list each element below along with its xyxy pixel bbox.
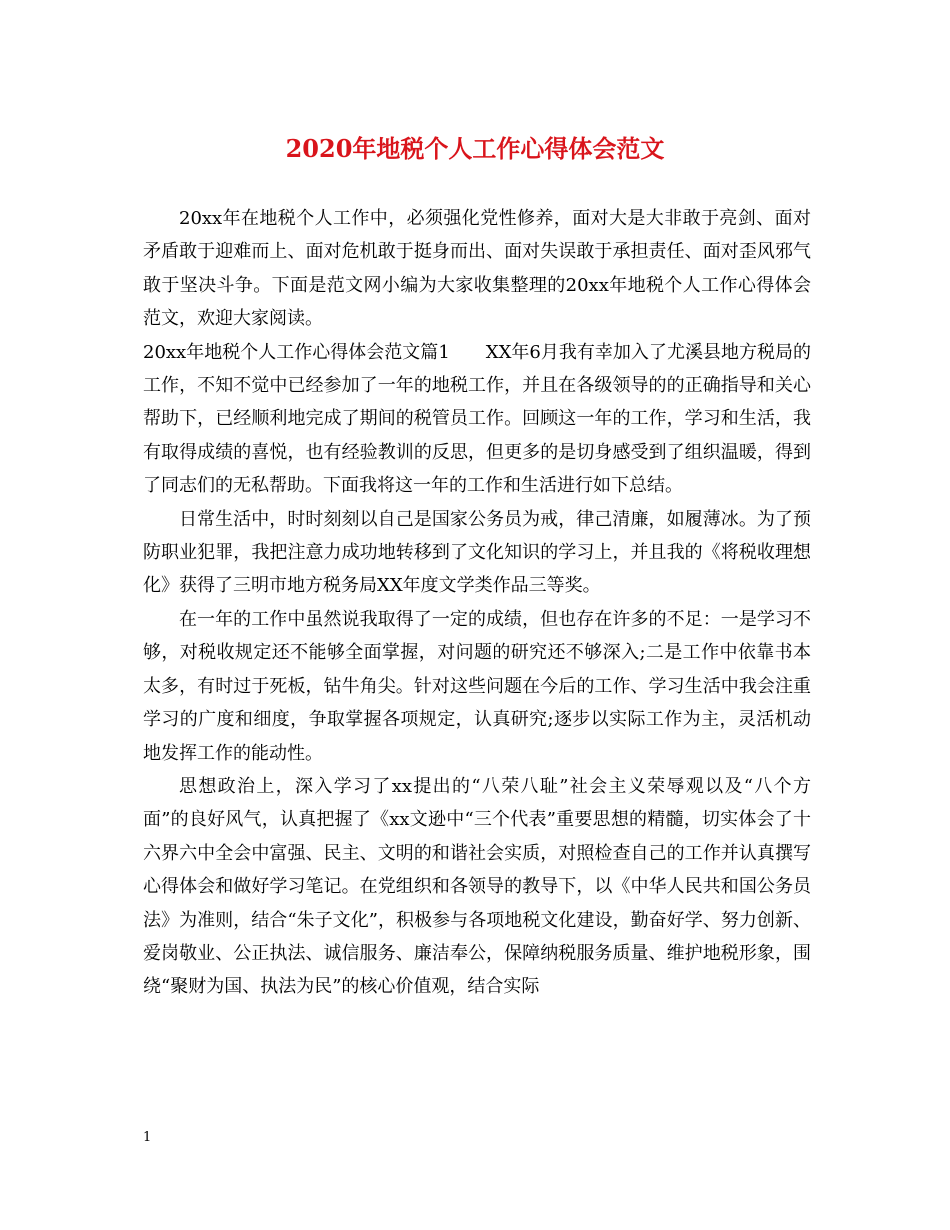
page-number: 1 (143, 1130, 152, 1145)
paragraph-article-1: 20xx年地税个人工作心得体会范文篇1 XX年6月我有幸加入了尤溪县地方税局的工作，不知不觉中已经参加了一年的地税工作，并且在各级领导的的正确指导和关心帮助下，已经顺利地完成了期间的税管员工作。回顾这一年的工作，学习和生活，我有取得成绩的喜悦，也有经验教训的反思，但更多的是切身感受到了组织温暖，得到了同志们的无私帮助。下面我将这一年的工作和生活进行如下总结。 (143, 341, 811, 497)
document-title: 2020年地税个人工作心得体会范文 (285, 134, 665, 163)
paragraph-daily-life: 日常生活中，时时刻刻以自己是国家公务员为戒，律己清廉，如履薄冰。为了预防职业犯罪，我把注意力成功地转移到了文化知识的学习上，并且我的《将税收理想化》获得了三明市地方税务局XX年度文学类作品三等奖。 (143, 508, 811, 597)
paragraph-political-thought: 思想政治上，深入学习了xx提出的“八荣八耻”社会主义荣辱观以及“八个方面”的良好风气，认真把握了《xx文逊中“三个代表”重要思想的精髓，切实体会了十六界六中全会中富强、民主、文明的和谐社会实质，对照检查自己的工作并认真撰写心得体会和做好学习笔记。在党组织和各领导的教导下，以《中华人民共和国公务员法》为准则，结合“朱子文化”，积极参与各项地税文化建设，勤奋好学、努力创新、爱岗敬业、公正执法、诚信服务、廉洁奉公，保障纳税服务质量、维护地税形象，围绕“聚财为国、执法为民”的核心价值观，结合实际 (143, 775, 811, 998)
paragraph-shortcomings: 在一年的工作中虽然说我取得了一定的成绩，但也存在许多的不足：一是学习不够，对税收规定还不能够全面掌握，对问题的研究还不够深入;二是工作中依靠书本太多，有时过于死板，钻牛角尖。针对这些问题在今后的工作、学习生活中我会注重学习的广度和细度，争取掌握各项规定，认真研究;逐步以实际工作为主，灵活机动地发挥工作的能动性。 (143, 608, 811, 764)
document-body (143, 202, 811, 1004)
paragraph-intro: 20xx年在地税个人工作中，必须强化党性修养，面对大是大非敢于亮剑、面对矛盾敢于迎难而上、面对危机敢于挺身而出、面对失误敢于承担责任、面对歪风邪气敢于坚决斗争。下面是范文网小编为大家收集整理的20xx年地税个人工作心得体会范文，欢迎大家阅读。 (143, 208, 811, 330)
